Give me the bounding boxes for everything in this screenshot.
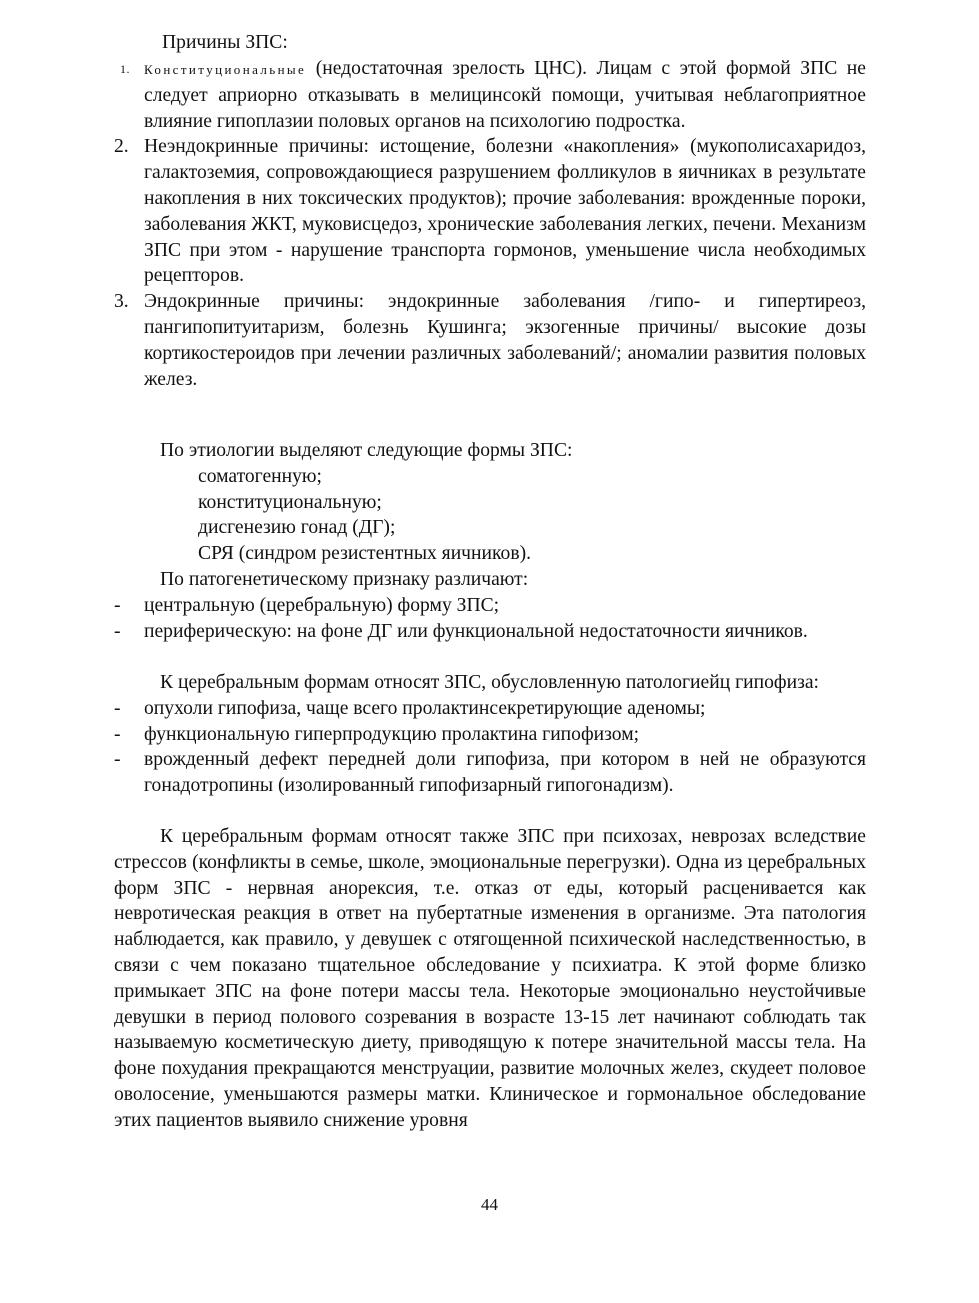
list-number: 1.	[120, 62, 130, 76]
cause-term: Конституциональные	[144, 62, 307, 77]
pathogenetic-intro: По патогенетическому признаку различают:	[160, 569, 529, 590]
pathogenetic-section	[114, 567, 866, 644]
list-item	[114, 696, 866, 722]
dash-marker: -	[114, 749, 121, 771]
etiology-form: СРЯ (синдром резистентных яичников).	[198, 543, 532, 565]
list-item	[114, 747, 866, 799]
dash-marker: -	[114, 723, 121, 745]
list-item	[114, 619, 866, 645]
list-item-text: функциональную гиперпродукцию пролактина гипофизом;	[144, 723, 640, 745]
etiology-section	[114, 438, 866, 567]
cause-item-2	[114, 134, 866, 289]
cause-item-3	[114, 289, 866, 392]
cause-text: Эндокринные причины: эндокринные заболевания /гипо- и гипертиреоз, пангипопитуитаризм, болезнь Кушинга; экзогенные причины/ высокие дозы кортикостероидов при лечении различных заболеваний/; аномалии развития половых желез.	[144, 291, 866, 390]
page-number: 44	[481, 1195, 498, 1214]
etiology-form: дисгенезию гонад (ДГ);	[198, 517, 396, 539]
dash-marker: -	[114, 594, 121, 616]
cerebral-intro: К церебральным формам относят ЗПС, обусловленную патологиейц гипофиза:	[160, 672, 819, 693]
list-item	[114, 722, 866, 748]
dash-marker: -	[114, 697, 121, 719]
body-paragraph: К церебральным формам относят также ЗПС при психозах, неврозах вследствие стрессов (конфликты в семье, школе, эмоциональные перегрузки). Одна из церебральных форм ЗПС - нервная анорексия, т.е. отказ от еды, который расценивается как невротическая реакция в ответ на пубертатные изменения в организме. Эта патология наблюдается, как правило, у девушек с отягощенной психической наследственностью, в связи с чем показано тщательное обследование у психиатра. К этой форме близко примыкает ЗПС на фоне потери массы тела. Некоторые эмоционально неустойчивые девушки в период полового созревания в возрасте 13-15 лет начинают соблюдать так называемую косметическую диету, приводящую к потере значительной массы тела. На фоне похудания прекращаются менструации, развитие молочных желез, скудеет половое оволосение, уменьшаются размеры матки. Клиническое и гормональное обследование этих пациентов выявило снижение уровня	[114, 826, 866, 1131]
cause-text: (недостаточная зрелость ЦНС). Лицам с этой формой ЗПС не следует априорно отказывать в мелицинсокй помощи, учитывая неблагоприятное влияние гипоплазии половых органов на психологию подростка.	[144, 58, 866, 132]
etiology-intro: По этиологии выделяют следующие формы ЗПС:	[160, 440, 573, 461]
list-number: 3.	[114, 291, 129, 313]
cerebral-list	[114, 696, 866, 799]
list-item-text: опухоли гипофиза, чаще всего пролактинсекретирующие аденомы;	[144, 697, 706, 719]
dash-marker: -	[114, 620, 121, 642]
list-number: 2.	[114, 136, 129, 158]
etiology-form: конституциональную;	[198, 491, 382, 513]
list-item	[114, 593, 866, 619]
list-item-text: центральную (церебральную) форму ЗПС;	[144, 594, 500, 616]
cerebral-section	[114, 670, 866, 799]
etiology-form: соматогенную;	[198, 465, 323, 487]
cause-item-1	[114, 56, 866, 134]
pathogenetic-list	[114, 593, 866, 645]
causes-list	[114, 56, 866, 392]
list-item-text: периферическую: на фоне ДГ или функциональной недостаточности яичников.	[144, 620, 808, 642]
cause-text: Неэндокринные причины: истощение, болезни «накопления» (мукополисахаридоз, галактоземия, сопровождающиеся разрушением фолликулов в яичниках в результате накопления в них токсических продуктов); прочие заболевания: врожденные пороки, заболевания ЖКТ, муковисцедоз, хронические заболевания легких, печени. Механизм ЗПС при этом - нарушение транспорта гормонов, уменьшение числа необходимых рецепторов.	[144, 136, 866, 287]
section-heading: Причины ЗПС:	[162, 32, 288, 53]
list-item-text: врожденный дефект передней доли гипофиза, при котором в ней не образуются гонадотропины (изолированный гипофизарный гипогонадизм).	[144, 749, 866, 797]
